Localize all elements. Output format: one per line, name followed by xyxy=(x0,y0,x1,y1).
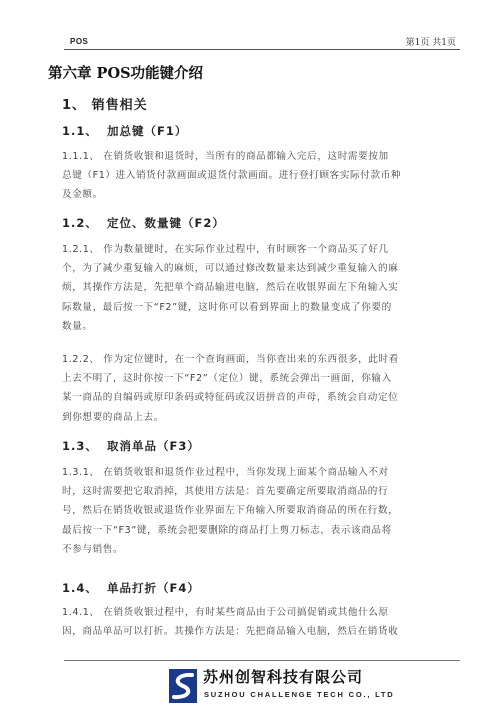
text-line: 烦，其操作方法是，先把单个商品输进电脑，然后在收银界面左下角输入实 xyxy=(62,282,399,294)
footer-company-name: 苏州创智科技有限公司 xyxy=(203,668,364,686)
text-line: 某一商品的自编码或原印条码或特征码或汉语拼音的声母，系统会自动定位 xyxy=(62,392,399,404)
text-line: 1.2.2、 作为定位键时，在一个查询画面，当你查出来的东西很多，此时看 xyxy=(62,354,399,365)
text-line: 最后按一下“F3”键，系统会把要删除的商品打上剪刀标志，表示该商品将 xyxy=(62,524,392,536)
subsection-heading-1-1 xyxy=(62,123,187,139)
paragraph-1-4-1 xyxy=(62,603,442,641)
header-divider xyxy=(64,49,460,50)
subsection-number: 1.1、 xyxy=(62,124,98,138)
text-line: 个，为了减少重复输入的麻烦，可以通过修改数量来达到减少重复输入的麻 xyxy=(62,263,399,275)
subsection-title: 取消单品（F3） xyxy=(107,439,200,453)
challenge-tech-logo-icon xyxy=(168,668,198,704)
subsection-title: 加总键（F1） xyxy=(107,124,188,138)
text-line: 1.4.1、 在销货收银过程中，有时某些商品由于公司搞促销或其他什么原 xyxy=(62,607,389,618)
text-line: 号，然后在销货收银或退货作业界面左下角输入所要取消商品的所在行数， xyxy=(62,505,399,517)
text-line: 1.3.1、 在销货收银和退货作业过程中，当你发现上面某个商品输入不对 xyxy=(62,467,389,478)
subsection-heading-1-3 xyxy=(62,438,200,454)
text-line: 不参与销售。 xyxy=(62,543,124,555)
footer-divider xyxy=(64,660,460,661)
subsection-number: 1.4、 xyxy=(62,581,98,595)
subsection-title: 单品打折（F4） xyxy=(107,581,200,595)
text-line: 时，这时需要把它取消掉，其使用方法是：首先要确定所要取消商品的行 xyxy=(62,486,389,498)
section-heading: 1、 销售相关 xyxy=(62,98,148,113)
text-line: 1.2.1、 作为数量键时，在实际作业过程中，有时顾客一个商品买了好几 xyxy=(62,244,389,255)
text-line: 1.1.1、 在销货收银和退货时，当所有的商品都输入完后，这时需要按加 xyxy=(62,151,389,162)
paragraph-1-1-1 xyxy=(62,147,442,205)
text-line: 总键（F1）进入销货付款画面或退货付款画面。进行登打顾客实际付款币种 xyxy=(62,170,402,182)
footer-company-name-en: SUZHOU CHALLENGE TECH CO., LTD xyxy=(204,690,395,699)
subsection-number: 1.2、 xyxy=(62,216,98,230)
paragraph-1-2-2 xyxy=(62,350,442,427)
chapter-title: 第六章 POS功能键介绍 xyxy=(48,65,204,82)
subsection-heading-1-4 xyxy=(62,580,200,596)
subsection-heading-1-2 xyxy=(62,215,225,231)
text-line: 数量。 xyxy=(62,320,93,332)
paragraph-1-3-1 xyxy=(62,463,442,559)
header-left-label: POS xyxy=(70,37,89,46)
text-line: 因，商品单品可以打折。其操作方法是：先把商品输入电脑，然后在销货收 xyxy=(62,626,399,638)
paragraph-1-2-1 xyxy=(62,240,442,336)
text-line: 及金额。 xyxy=(62,189,103,201)
subsection-number: 1.3、 xyxy=(62,439,98,453)
text-line: 到你想要的商品上去。 xyxy=(62,411,164,423)
header-page-count: 第1页 共1页 xyxy=(405,38,456,48)
text-line: 上去不明了，这时你按一下“F2”（定位）键，系统会弹出一画面，你输入 xyxy=(62,373,392,385)
text-line: 际数量，最后按一下“F2”键，这时你可以看到界面上的数量变成了你要的 xyxy=(62,301,392,313)
subsection-title: 定位、数量键（F2） xyxy=(107,216,225,230)
